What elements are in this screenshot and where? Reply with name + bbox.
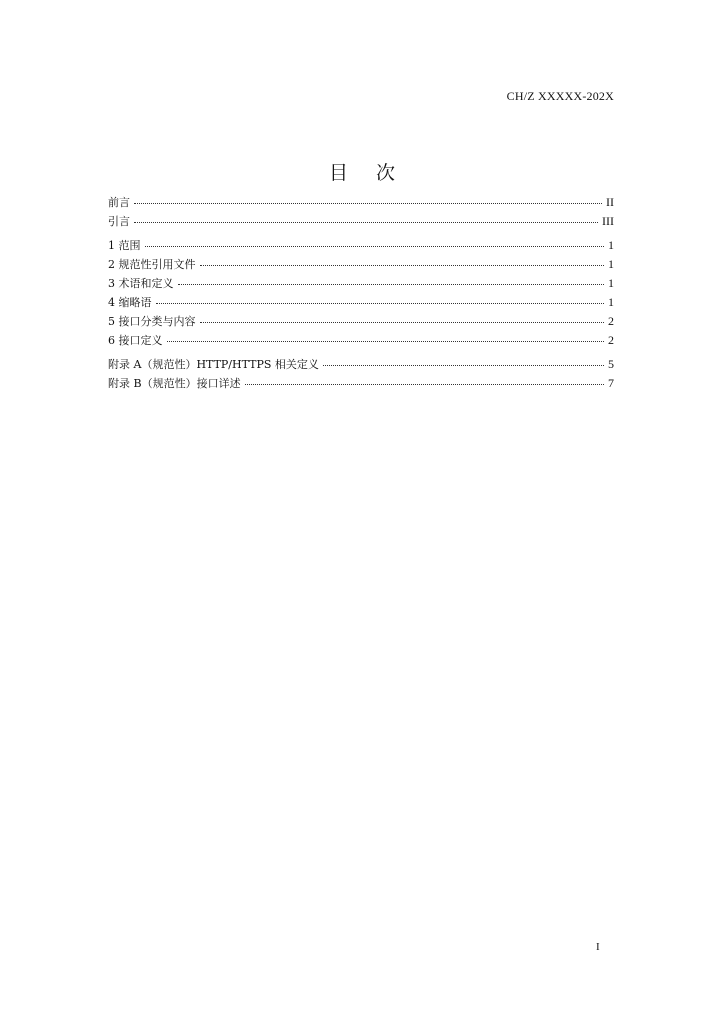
toc-entry-label: 附录 B（规范性）接口详述 [108, 377, 241, 390]
toc-entry-page: III [602, 214, 614, 228]
toc-entry-page: 2 [608, 314, 614, 328]
toc-dot-leader [134, 222, 598, 223]
toc-entry-label: 附录 A（规范性）HTTP/HTTPS 相关定义 [108, 358, 319, 371]
toc-list [108, 194, 614, 394]
toc-entry-introduction[interactable] [108, 213, 614, 232]
toc-entry-abbreviations[interactable] [108, 294, 614, 313]
toc-entry-appendix-b[interactable] [108, 375, 614, 394]
toc-dot-leader [134, 203, 602, 204]
toc-dot-leader [178, 284, 605, 285]
toc-entry-page: 2 [608, 333, 614, 347]
toc-entry-interface-definition[interactable] [108, 332, 614, 351]
toc-entry-label: 5 接口分类与内容 [108, 315, 196, 328]
toc-dot-leader [167, 341, 605, 342]
document-code: CH/Z XXXXX-202X [506, 89, 614, 103]
toc-entry-page: 5 [608, 357, 614, 371]
toc-entry-label: 4 缩略语 [108, 296, 152, 309]
toc-entry-terms-definitions[interactable] [108, 275, 614, 294]
page-number: I [596, 941, 600, 953]
toc-entry-page: II [606, 195, 614, 209]
toc-entry-scope[interactable] [108, 237, 614, 256]
toc-dot-leader [156, 303, 605, 304]
toc-dot-leader [245, 384, 604, 385]
toc-dot-leader [145, 246, 605, 247]
toc-entry-label: 6 接口定义 [108, 334, 163, 347]
toc-entry-page: 1 [608, 295, 614, 309]
toc-entry-label: 3 术语和定义 [108, 277, 174, 290]
toc-entry-appendix-a[interactable] [108, 356, 614, 375]
toc-entry-page: 1 [608, 257, 614, 271]
toc-dot-leader [200, 265, 605, 266]
toc-title: 目次 [328, 162, 423, 184]
toc-entry-interface-classification[interactable] [108, 313, 614, 332]
toc-entry-label: 引言 [108, 215, 130, 228]
toc-dot-leader [200, 322, 605, 323]
toc-entry-label: 2 规范性引用文件 [108, 258, 196, 271]
toc-entry-page: 1 [608, 276, 614, 290]
toc-entry-page: 1 [608, 238, 614, 252]
toc-entry-normative-references[interactable] [108, 256, 614, 275]
toc-entry-label: 1 范围 [108, 239, 141, 252]
toc-entry-page: 7 [608, 376, 614, 390]
toc-entry-foreword[interactable] [108, 194, 614, 213]
toc-entry-label: 前言 [108, 196, 130, 209]
toc-dot-leader [323, 365, 604, 366]
